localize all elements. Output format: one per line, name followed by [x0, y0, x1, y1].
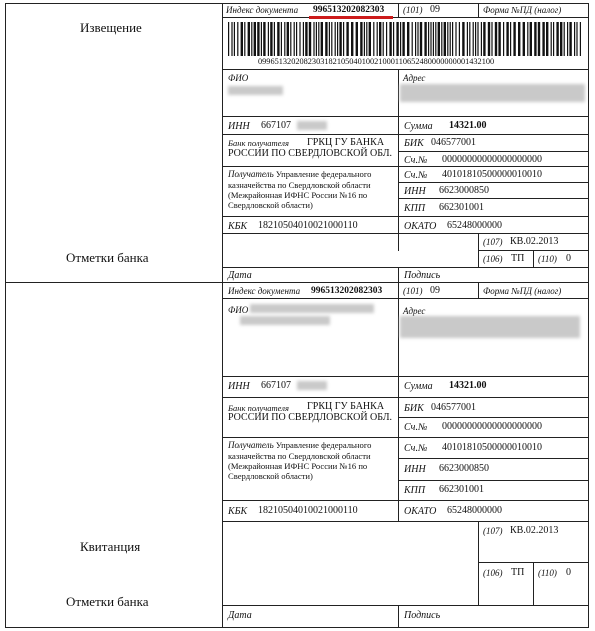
inn-label: ИНН [228, 381, 250, 392]
date-label: Дата [228, 610, 252, 621]
bank-label: Банк получателя [228, 138, 289, 148]
address-label: Адрес [403, 73, 426, 83]
acc2-label: Сч.№ [404, 443, 428, 454]
outer-left-border [5, 3, 6, 628]
row-line [222, 376, 588, 377]
amount-value: 14321.00 [449, 380, 487, 391]
receipt-bank-marks: Отметки банка [66, 594, 149, 609]
signature-label: Подпись [404, 270, 441, 281]
bik-value: 046577001 [431, 137, 476, 148]
barcode [228, 22, 582, 56]
inn-label: ИНН [228, 121, 250, 132]
kpp-label: КПП [404, 485, 426, 496]
address-redaction [400, 316, 580, 338]
col-line [398, 283, 399, 299]
inn-value: 667107 [261, 380, 291, 391]
date-label: Дата [228, 270, 252, 281]
col-line [478, 521, 479, 605]
receipt-title: Квитанция [80, 539, 141, 554]
address-redaction [400, 84, 585, 102]
recipient-label: Получатель [228, 169, 274, 179]
notice-bank-marks: Отметки банка [66, 250, 149, 265]
doc-index-label: Индекс документа [228, 286, 301, 296]
outer-bottom-border [5, 627, 589, 628]
row-line [222, 267, 588, 268]
f107-label: (107) [483, 237, 503, 247]
row-line [222, 134, 588, 135]
doc-index-value: 996513202082303 [313, 5, 385, 15]
f110-label: (110) [538, 568, 557, 578]
col-line [533, 562, 534, 605]
outer-top-border [5, 3, 589, 4]
fio-redaction [228, 86, 283, 95]
row-line [222, 397, 588, 398]
notice-title: Извещение [80, 20, 142, 35]
f110-value: 0 [566, 253, 571, 264]
f110-label: (110) [538, 254, 557, 264]
col-line [398, 298, 399, 522]
bank-line2: РОССИИ ПО СВЕРДЛОВСКОЙ ОБЛ. [228, 148, 393, 159]
row-line [222, 605, 588, 606]
fio-label: ФИО [228, 305, 249, 315]
kpp-label: КПП [404, 203, 426, 214]
row-line [222, 116, 588, 117]
f106-label: (106) [483, 568, 503, 578]
col-line [398, 267, 399, 282]
okato-label: ОКАТО [404, 221, 437, 232]
amount-value: 14321.00 [449, 120, 487, 131]
f107-value: КВ.02.2013 [510, 525, 559, 536]
f106-value: ТП [511, 567, 525, 578]
col-line [398, 605, 399, 627]
recipient-block [228, 440, 393, 481]
row-line [222, 17, 588, 18]
amount-label: Сумма [404, 121, 433, 132]
acc1-value: 00000000000000000000 [442, 421, 542, 432]
signature-label: Подпись [404, 610, 441, 621]
f106-value: ТП [511, 253, 525, 264]
amount-label: Сумма [404, 381, 433, 392]
bik-label: БИК [404, 403, 424, 414]
fio-label: ФИО [228, 73, 249, 83]
row-line [222, 216, 588, 217]
doc-index-label: Индекс документа [226, 5, 299, 15]
col-line [478, 3, 479, 18]
field-101-label: (101) [403, 286, 423, 296]
row-line [222, 233, 588, 234]
kpp-value: 662301001 [439, 202, 484, 213]
recipient-inn-label: ИНН [404, 186, 426, 197]
okato-value: 65248000000 [447, 220, 502, 231]
form-label: Форма №ПД (налог) [483, 5, 562, 15]
row-line [222, 521, 588, 522]
inn-redaction [297, 381, 327, 390]
bank-line1: ГРКЦ ГУ БАНКА [307, 401, 385, 412]
kbk-label: КБК [228, 506, 248, 517]
bank-line1: ГРКЦ ГУ БАНКА [307, 137, 385, 148]
left-column-divider [222, 3, 223, 628]
row-line [222, 69, 588, 70]
col-line [398, 3, 399, 18]
recipient-inn-value: 6623000850 [439, 463, 489, 474]
row-line [222, 437, 588, 438]
kbk-value: 18210504010021000110 [258, 505, 358, 516]
bik-value: 046577001 [431, 402, 476, 413]
row-line [222, 166, 588, 167]
row-line [398, 480, 588, 481]
form-label: Форма №ПД (налог) [483, 286, 562, 296]
acc2-label: Сч.№ [404, 170, 428, 181]
inn-redaction [297, 121, 327, 130]
f110-value: 0 [566, 567, 571, 578]
field-101-value: 09 [430, 4, 440, 15]
recipient-text: Управление федерального казначейства по Свердловской области (Межрайонная ИФНС России №16 по Свердловской области) [228, 440, 372, 481]
acc2-value: 40101810500000010010 [442, 169, 542, 180]
bank-line2: РОССИИ ПО СВЕРДЛОВСКОЙ ОБЛ. [228, 412, 393, 423]
row-line [222, 298, 588, 299]
barcode-number: 099651320208230318210504010021000110652480000000001432100 [258, 57, 495, 66]
bank-label: Банк получателя [228, 403, 289, 413]
field-101-value: 09 [430, 285, 440, 296]
outer-right-border [588, 3, 589, 628]
f107-label: (107) [483, 526, 503, 536]
kbk-label: КБК [228, 221, 248, 232]
acc2-value: 40101810500000010010 [442, 442, 542, 453]
okato-label: ОКАТО [404, 506, 437, 517]
f107-value: КВ.02.2013 [510, 236, 559, 247]
recipient-text: Управление федерального казначейства по Свердловской области (Межрайонная ИФНС России №16 по Свердловской области) [228, 169, 372, 210]
recipient-block [228, 169, 393, 210]
doc-index-underline [309, 16, 393, 19]
col-line [478, 283, 479, 299]
row-line [398, 151, 588, 152]
row-line [222, 500, 588, 501]
kbk-value: 18210504010021000110 [258, 220, 358, 231]
acc1-label: Сч.№ [404, 155, 428, 166]
section-divider [5, 282, 589, 283]
col-line [398, 69, 399, 251]
kpp-value: 662301001 [439, 484, 484, 495]
acc1-value: 00000000000000000000 [442, 154, 542, 165]
fio-redaction [250, 304, 374, 313]
bik-label: БИК [404, 138, 424, 149]
recipient-label: Получатель [228, 440, 274, 450]
acc1-label: Сч.№ [404, 422, 428, 433]
recipient-inn-value: 6623000850 [439, 185, 489, 196]
okato-value: 65248000000 [447, 505, 502, 516]
inn-value: 667107 [261, 120, 291, 131]
doc-index-value: 996513202082303 [311, 286, 383, 296]
row-line [398, 198, 588, 199]
row-line [398, 458, 588, 459]
row-line [398, 417, 588, 418]
col-line [533, 250, 534, 267]
address-label: Адрес [403, 306, 426, 316]
fio-redaction-2 [240, 316, 330, 325]
row-line [398, 182, 588, 183]
field-101-label: (101) [403, 5, 423, 15]
recipient-inn-label: ИНН [404, 464, 426, 475]
f106-label: (106) [483, 254, 503, 264]
